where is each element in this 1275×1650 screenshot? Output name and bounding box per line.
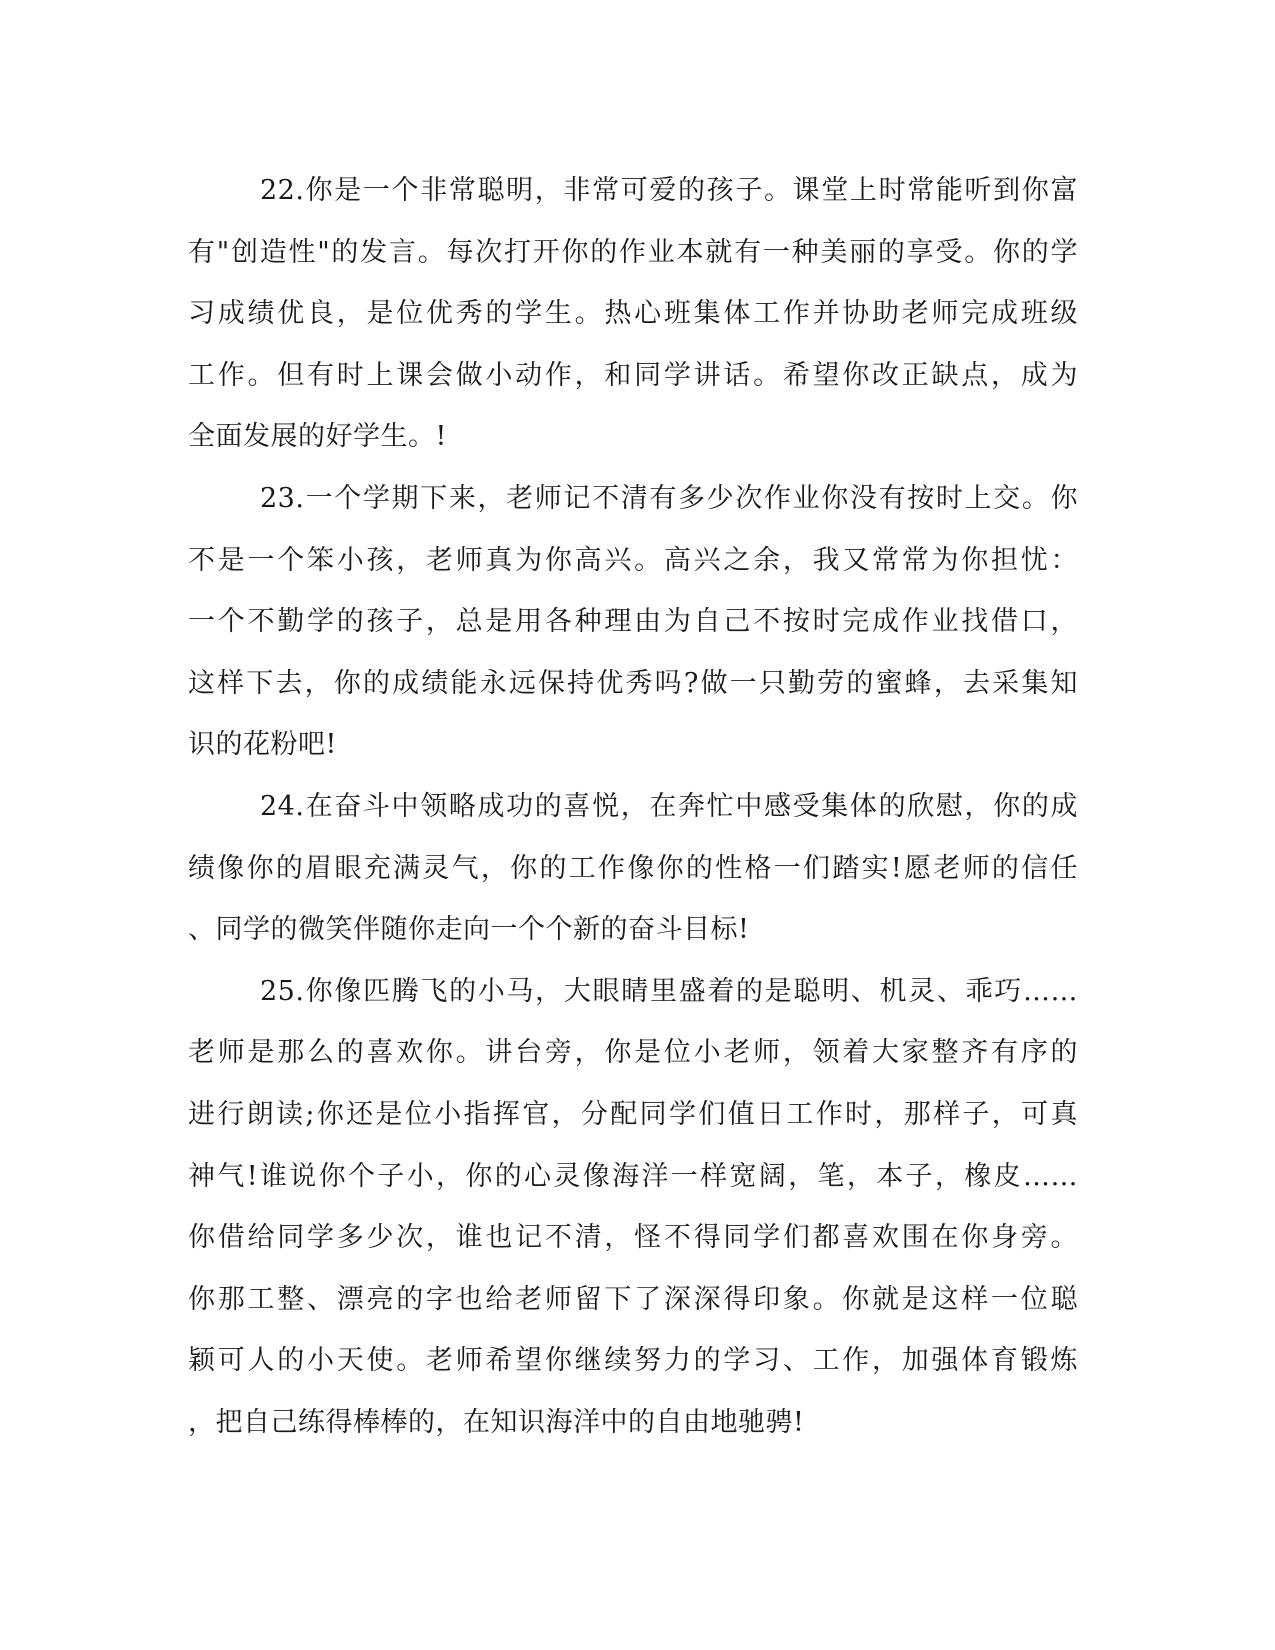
paragraph-line: 你那工整、漂亮的字也给老师留下了深深得印象。你就是这样一位聪 bbox=[188, 1283, 1078, 1315]
document-body bbox=[188, 160, 1078, 1453]
paragraph-line: 神气!谁说你个子小，你的心灵像海洋一样宽阔，笔，本子，橡皮…… bbox=[188, 1160, 1078, 1192]
paragraph-line: 习成绩优良，是位优秀的学生。热心班集体工作并协助老师完成班级 bbox=[188, 298, 1078, 330]
paragraph-line: 识的花粉吧! bbox=[188, 729, 337, 761]
paragraph-line: 23.一个学期下来，老师记不清有多少次作业你没有按时上交。你 bbox=[260, 482, 1078, 514]
paragraph-line: 颖可人的小天使。老师希望你继续努力的学习、工作，加强体育锻炼 bbox=[188, 1345, 1078, 1377]
paragraph-line: 不是一个笨小孩，老师真为你高兴。高兴之余，我又常常为你担忧： bbox=[188, 544, 1078, 576]
paragraph-line: 这样下去，你的成绩能永远保持优秀吗?做一只勤劳的蜜蜂，去采集知 bbox=[188, 667, 1078, 699]
paragraph-line: 老师是那么的喜欢你。讲台旁，你是位小老师，领着大家整齐有序的 bbox=[188, 1037, 1078, 1069]
paragraph-line: 24.在奋斗中领略成功的喜悦，在奔忙中感受集体的欣慰，你的成 bbox=[260, 790, 1078, 822]
paragraph-line: 、同学的微笑伴随你走向一个个新的奋斗目标! bbox=[188, 914, 750, 946]
paragraph-22 bbox=[188, 160, 1078, 468]
paragraph-line: ，把自己练得棒棒的，在知识海洋中的自由地驰骋! bbox=[188, 1406, 805, 1438]
paragraph-23 bbox=[188, 468, 1078, 776]
paragraph-line: 22.你是一个非常聪明，非常可爱的孩子。课堂上时常能听到你富 bbox=[260, 175, 1078, 206]
paragraph-line: 你借给同学多少次，谁也记不清，怪不得同学们都喜欢围在你身旁。 bbox=[188, 1222, 1078, 1254]
paragraph-line: 全面发展的好学生。! bbox=[188, 421, 447, 453]
paragraph-line: 进行朗读;你还是位小指挥官，分配同学们值日工作时，那样子，可真 bbox=[188, 1098, 1078, 1130]
paragraph-24 bbox=[188, 776, 1078, 961]
paragraph-line: 有"创造性"的发言。每次打开你的作业本就有一种美丽的享受。你的学 bbox=[188, 236, 1078, 268]
paragraph-line: 绩像你的眉眼充满灵气，你的工作像你的性格一们踏实!愿老师的信任 bbox=[188, 852, 1078, 884]
paragraph-line: 工作。但有时上课会做小动作，和同学讲话。希望你改正缺点，成为 bbox=[188, 359, 1078, 391]
paragraph-line: 25.你像匹腾飞的小马，大眼睛里盛着的是聪明、机灵、乖巧…… bbox=[260, 975, 1078, 1007]
paragraph-line: 一个不勤学的孩子，总是用各种理由为自己不按时完成作业找借口， bbox=[188, 606, 1078, 638]
paragraph-25 bbox=[188, 961, 1078, 1454]
